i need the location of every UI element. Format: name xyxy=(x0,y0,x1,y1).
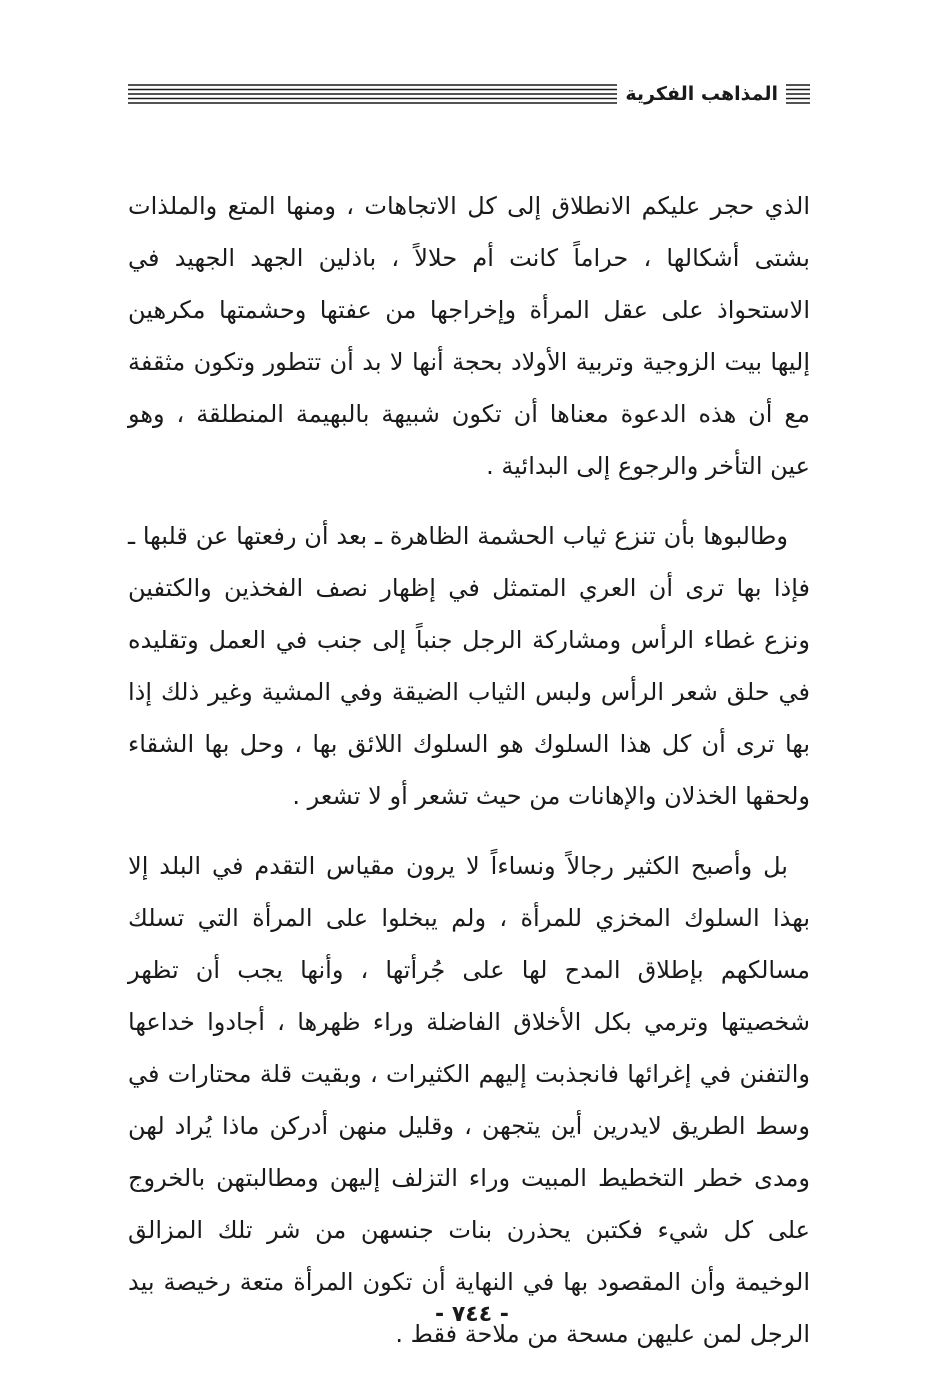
page-number: - ٧٤٤ - xyxy=(435,1302,509,1327)
paragraph-2: وطالبوها بأن تنزع ثياب الحشمة الظاهرة ـ بعد أن رفعتها عن قلبها ـ فإذا بها ترى أن العري المتمثل في إظهار نصف الفخذين والكتفين ونزع غطاء الرأس ومشاركة الرجل جنباً إلى جنب في العمل وتقليده في حلق شعر الرأس ولبس الثياب الضيقة وفي المشية وغير ذلك إذا بها ترى أن كل هذا السلوك هو السلوك اللائق بها ، وحل بها الشقاء ولحقها الخذلان والإهانات من حيث تشعر أو لا تشعر . xyxy=(128,522,810,810)
running-header xyxy=(128,82,810,106)
body-text xyxy=(128,180,810,1378)
header-title: المذاهب الفكرية xyxy=(625,83,778,105)
paragraph-1: الذي حجر عليكم الانطلاق إلى كل الاتجاهات ، ومنها المتع والملذات بشتى أشكالها ، حراماً كانت أم حلالاً ، باذلين الجهد الجهيد في الاستحواذ على عقل المرأة وإخراجها من عفتها وحشمتها مكرهين إليها بيت الزوجية وتربية الأولاد بحجة أنها لا بد أن تتطور وتكون مثقفة مع أن هذه الدعوة معناها أن تكون شبيهة بالبهيمة المنطلقة ، وهو عين التأخر والرجوع إلى البدائية . xyxy=(128,192,810,480)
header-title-box xyxy=(617,82,786,106)
paragraph-3: بل وأصبح الكثير رجالاً ونساءاً لا يرون مقياس التقدم في البلد إلا بهذا السلوك المخزي للمرأة ، ولم يبخلوا على المرأة التي تسلك مسالكهم بإطلاق المدح لها على جُرأتها ، وأنها يجب أن تظهر شخصيتها وترمي بكل الأخلاق الفاضلة وراء ظهرها ، أجادوا خداعها والتفنن في إغرائها فانجذبت إليهم الكثيرات ، وبقيت قلة محتارات في وسط الطريق لايدرين أين يتجهن ، وقليل منهن أدركن ماذا يُراد لهن ومدى خطر التخطيط المبيت وراء التزلف إليهن ومطالبتهن بالخروج على كل شيء فكتبن يحذرن بنات جنسهن من شر تلك المزالق الوخيمة وأن المقصود بها في النهاية أن تكون المرأة متعة رخيصة بيد الرجل لمن عليهن مسحة من ملاحة فقط . xyxy=(128,852,810,1348)
